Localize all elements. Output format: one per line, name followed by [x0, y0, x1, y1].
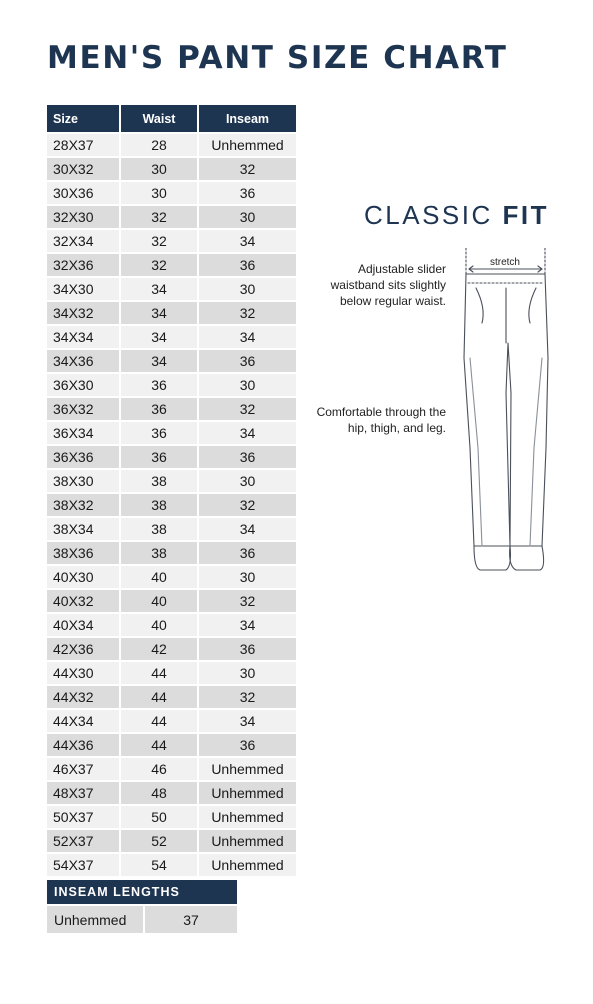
- page-title: MEN'S PANT SIZE CHART: [47, 40, 508, 76]
- inseam-cell: Unhemmed: [199, 854, 296, 876]
- waist-cell: 50: [121, 806, 197, 828]
- table-row: [47, 326, 296, 348]
- inseam-cell: 32: [199, 590, 296, 612]
- waistband-note-line: Adjustable slider: [357, 262, 446, 276]
- size-cell: 38X32: [47, 494, 119, 516]
- inseam-cell: 36: [199, 182, 296, 204]
- size-cell: 44X36: [47, 734, 119, 756]
- size-cell: 28X37: [47, 134, 119, 156]
- table-row: [47, 638, 296, 660]
- waist-cell: 44: [121, 734, 197, 756]
- waist-column-header: Waist: [121, 105, 197, 132]
- inseam-cell: 36: [199, 638, 296, 660]
- table-row: [47, 182, 296, 204]
- waist-cell: 36: [121, 398, 197, 420]
- size-cell: 32X30: [47, 206, 119, 228]
- inseam-column-header: Inseam: [199, 105, 296, 132]
- table-row: [47, 542, 296, 564]
- inseam-cell: Unhemmed: [199, 806, 296, 828]
- size-cell: 36X32: [47, 398, 119, 420]
- comfort-note: [317, 404, 446, 436]
- size-cell: 36X36: [47, 446, 119, 468]
- waist-cell: 34: [121, 350, 197, 372]
- inseam-cell: 32: [199, 398, 296, 420]
- size-chart-body: [47, 134, 296, 876]
- inseam-cell: 36: [199, 254, 296, 276]
- table-row: [47, 398, 296, 420]
- table-row: [47, 422, 296, 444]
- waist-cell: 36: [121, 374, 197, 396]
- size-cell: 36X30: [47, 374, 119, 396]
- waist-cell: 38: [121, 494, 197, 516]
- waist-cell: 44: [121, 710, 197, 732]
- inseam-cell: 30: [199, 206, 296, 228]
- fit-title-light: CLASSIC: [364, 200, 493, 230]
- table-row: [47, 302, 296, 324]
- size-cell: 34X34: [47, 326, 119, 348]
- waist-cell: 36: [121, 422, 197, 444]
- table-row: [47, 854, 296, 876]
- table-row: [47, 278, 296, 300]
- waistband-note: [331, 261, 446, 309]
- table-row: [47, 254, 296, 276]
- inseam-cell: 36: [199, 350, 296, 372]
- size-cell: 50X37: [47, 806, 119, 828]
- waist-cell: 34: [121, 278, 197, 300]
- waist-cell: 38: [121, 542, 197, 564]
- inseam-cell: Unhemmed: [199, 758, 296, 780]
- waist-cell: 42: [121, 638, 197, 660]
- table-row: [47, 906, 237, 933]
- table-row: [47, 830, 296, 852]
- inseam-cell: 30: [199, 278, 296, 300]
- size-cell: 34X30: [47, 278, 119, 300]
- size-cell: 42X36: [47, 638, 119, 660]
- inseam-lengths-table: [45, 878, 239, 935]
- inseam-length-value: 37: [145, 906, 237, 933]
- waist-cell: 44: [121, 686, 197, 708]
- waist-cell: 30: [121, 182, 197, 204]
- size-cell: 34X36: [47, 350, 119, 372]
- table-row: [47, 470, 296, 492]
- size-cell: 52X37: [47, 830, 119, 852]
- table-row: [47, 374, 296, 396]
- comfort-note-line: hip, thigh, and leg.: [347, 421, 446, 435]
- size-cell: 44X34: [47, 710, 119, 732]
- table-row: [47, 518, 296, 540]
- table-row: [47, 614, 296, 636]
- size-cell: 40X32: [47, 590, 119, 612]
- size-cell: 54X37: [47, 854, 119, 876]
- size-cell: 44X30: [47, 662, 119, 684]
- table-row: [47, 686, 296, 708]
- size-cell: 32X36: [47, 254, 119, 276]
- size-cell: 38X34: [47, 518, 119, 540]
- waist-cell: 46: [121, 758, 197, 780]
- waistband-note-line: below regular waist.: [339, 294, 446, 308]
- inseam-cell: 30: [199, 374, 296, 396]
- waist-cell: 52: [121, 830, 197, 852]
- size-cell: 40X34: [47, 614, 119, 636]
- table-row: [47, 662, 296, 684]
- inseam-cell: 30: [199, 662, 296, 684]
- inseam-cell: 36: [199, 446, 296, 468]
- fit-title: [364, 200, 549, 231]
- inseam-cell: 36: [199, 542, 296, 564]
- inseam-cell: Unhemmed: [199, 830, 296, 852]
- inseam-cell: 32: [199, 158, 296, 180]
- waist-cell: 54: [121, 854, 197, 876]
- inseam-cell: 34: [199, 230, 296, 252]
- pants-illustration: [456, 248, 556, 578]
- waist-cell: 28: [121, 134, 197, 156]
- waist-cell: 36: [121, 446, 197, 468]
- inseam-length-label: Unhemmed: [47, 906, 143, 933]
- table-row: [47, 134, 296, 156]
- waistband-note-line: waistband sits slightly: [330, 278, 446, 292]
- size-cell: 38X36: [47, 542, 119, 564]
- size-chart-table: [45, 103, 298, 878]
- table-row: [47, 494, 296, 516]
- table-row: [47, 590, 296, 612]
- size-cell: 38X30: [47, 470, 119, 492]
- inseam-cell: 34: [199, 326, 296, 348]
- waist-cell: 32: [121, 206, 197, 228]
- inseam-cell: Unhemmed: [199, 782, 296, 804]
- inseam-cell: 34: [199, 710, 296, 732]
- waist-cell: 32: [121, 230, 197, 252]
- inseam-cell: 34: [199, 422, 296, 444]
- inseam-cell: 30: [199, 470, 296, 492]
- inseam-cell: 36: [199, 734, 296, 756]
- waist-cell: 40: [121, 590, 197, 612]
- waist-cell: 34: [121, 326, 197, 348]
- table-row: [47, 206, 296, 228]
- waist-cell: 38: [121, 518, 197, 540]
- fit-title-bold: FIT: [502, 200, 549, 230]
- inseam-cell: 32: [199, 686, 296, 708]
- inseam-cell: 32: [199, 494, 296, 516]
- inseam-cell: 34: [199, 614, 296, 636]
- comfort-note-line: Comfortable through the: [316, 405, 446, 419]
- size-column-header: Size: [47, 105, 119, 132]
- waist-cell: 40: [121, 566, 197, 588]
- table-row: [47, 710, 296, 732]
- table-row: [47, 806, 296, 828]
- waist-cell: 32: [121, 254, 197, 276]
- size-cell: 48X37: [47, 782, 119, 804]
- size-cell: 44X32: [47, 686, 119, 708]
- table-row: [47, 734, 296, 756]
- inseam-cell: 32: [199, 302, 296, 324]
- waist-cell: 40: [121, 614, 197, 636]
- table-row: [47, 230, 296, 252]
- size-cell: 36X34: [47, 422, 119, 444]
- size-cell: 30X32: [47, 158, 119, 180]
- waist-cell: 44: [121, 662, 197, 684]
- inseam-cell: 30: [199, 566, 296, 588]
- size-cell: 46X37: [47, 758, 119, 780]
- size-cell: 40X30: [47, 566, 119, 588]
- size-cell: 32X34: [47, 230, 119, 252]
- inseam-cell: Unhemmed: [199, 134, 296, 156]
- table-row: [47, 782, 296, 804]
- waist-cell: 38: [121, 470, 197, 492]
- size-cell: 30X36: [47, 182, 119, 204]
- table-row: [47, 758, 296, 780]
- stretch-label: stretch: [489, 257, 521, 268]
- table-row: [47, 158, 296, 180]
- waist-cell: 30: [121, 158, 197, 180]
- waist-cell: 34: [121, 302, 197, 324]
- table-row: [47, 350, 296, 372]
- table-row: [47, 446, 296, 468]
- table-header-row: [47, 105, 296, 132]
- waist-cell: 48: [121, 782, 197, 804]
- inseam-cell: 34: [199, 518, 296, 540]
- inseam-lengths-header: INSEAM LENGTHS: [47, 880, 237, 904]
- size-cell: 34X32: [47, 302, 119, 324]
- table-row: [47, 566, 296, 588]
